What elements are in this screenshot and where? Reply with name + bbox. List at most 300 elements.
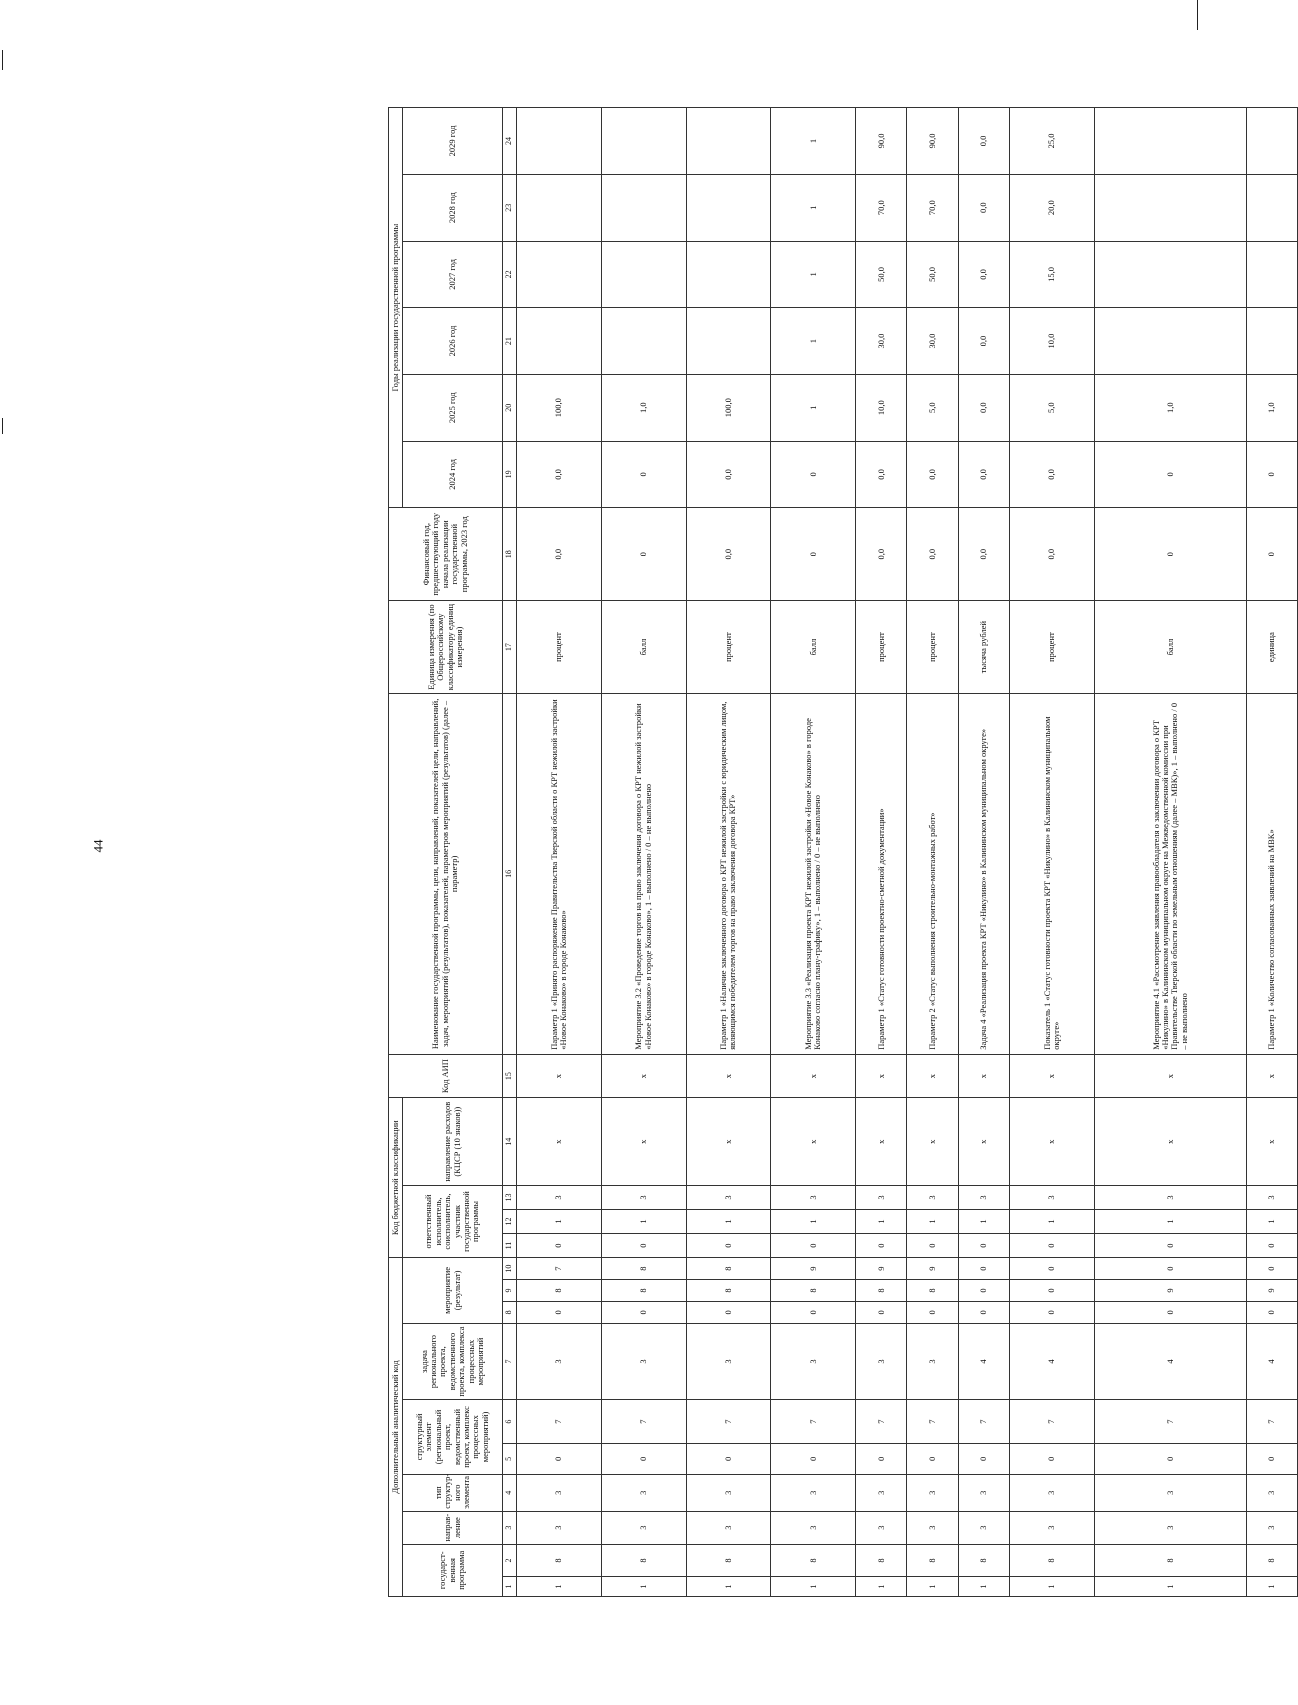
cell-c15: x bbox=[907, 1054, 958, 1098]
cell-2026 bbox=[601, 308, 686, 375]
cell-unit: балл bbox=[771, 601, 856, 694]
cell-2026: 0,0 bbox=[958, 308, 1009, 375]
cell-c13: 3 bbox=[1010, 1185, 1095, 1209]
cell-2027 bbox=[686, 241, 771, 308]
program-table bbox=[388, 107, 1298, 1597]
header-direction: направ-ление bbox=[403, 1511, 503, 1544]
cell-c11: 0 bbox=[771, 1234, 856, 1258]
cell-c10: 7 bbox=[517, 1258, 602, 1280]
cell-c15: x bbox=[1010, 1054, 1095, 1098]
cell-c12: 1 bbox=[601, 1209, 686, 1233]
cell-c9: 8 bbox=[601, 1280, 686, 1302]
colnum-14: 14 bbox=[503, 1098, 517, 1185]
cell-2024: 0 bbox=[1094, 441, 1246, 508]
table-row bbox=[856, 108, 907, 1597]
cell-c8: 0 bbox=[686, 1301, 771, 1323]
cell-c15: x bbox=[856, 1054, 907, 1098]
cell-c4: 3 bbox=[907, 1474, 958, 1511]
cell-2027: 0,0 bbox=[958, 241, 1009, 308]
cell-c14: x bbox=[1010, 1098, 1095, 1185]
cell-c14: x bbox=[856, 1098, 907, 1185]
cell-c1: 1 bbox=[907, 1577, 958, 1597]
cell-c9: 8 bbox=[686, 1280, 771, 1302]
cell-2024: 0 bbox=[601, 441, 686, 508]
cell-2024: 0 bbox=[771, 441, 856, 508]
cell-c6: 7 bbox=[907, 1400, 958, 1444]
header-unit: Единица измерения (по Общероссийскому классификатору единиц измерения) bbox=[389, 601, 503, 694]
cell-c10: 0 bbox=[1010, 1258, 1095, 1280]
cell-c15: x bbox=[958, 1054, 1009, 1098]
cell-c5: 0 bbox=[771, 1444, 856, 1475]
header-type: тип структур-ного элемента bbox=[403, 1474, 503, 1511]
cell-2027 bbox=[601, 241, 686, 308]
cell-2028: 70,0 bbox=[907, 174, 958, 241]
cell-c15: x bbox=[601, 1054, 686, 1098]
cell-2027 bbox=[1246, 241, 1297, 308]
cell-2029 bbox=[601, 108, 686, 175]
cell-name: Параметр 1 «Количество согласованных заявлений на МВК» bbox=[1246, 694, 1297, 1055]
cell-c13: 3 bbox=[517, 1185, 602, 1209]
cell-c2: 8 bbox=[907, 1544, 958, 1577]
cell-c15: x bbox=[517, 1054, 602, 1098]
cell-name: Параметр 1 «Принято распоряжение Правительства Тверской области о КРТ нежилой застройки «Новое Конаково» в городе Конаково» bbox=[517, 694, 602, 1055]
cell-c12: 1 bbox=[907, 1209, 958, 1233]
cell-base: 0,0 bbox=[517, 508, 602, 601]
cell-2028 bbox=[601, 174, 686, 241]
cell-c11: 0 bbox=[1246, 1234, 1297, 1258]
cell-c8: 0 bbox=[958, 1301, 1009, 1323]
cell-c14: x bbox=[771, 1098, 856, 1185]
cell-c3: 3 bbox=[958, 1511, 1009, 1544]
cell-c8: 0 bbox=[1246, 1301, 1297, 1323]
cell-c2: 8 bbox=[1246, 1544, 1297, 1577]
cell-2025: 1,0 bbox=[601, 374, 686, 441]
cell-2027: 15,0 bbox=[1010, 241, 1095, 308]
cell-c6: 7 bbox=[686, 1400, 771, 1444]
cell-name: Параметр 1 «Статус готовности проектно-сметной документации» bbox=[856, 694, 907, 1055]
colnum-20: 20 bbox=[503, 374, 517, 441]
cell-c9: 8 bbox=[771, 1280, 856, 1302]
cell-2024: 0 bbox=[1246, 441, 1297, 508]
cell-c10: 0 bbox=[958, 1258, 1009, 1280]
cell-c4: 3 bbox=[771, 1474, 856, 1511]
cell-c3: 3 bbox=[686, 1511, 771, 1544]
cell-2025: 1,0 bbox=[1246, 374, 1297, 441]
cell-name: Мероприятие 3.2 «Проведение торгов на право заключения договора о КРТ нежилой застройки «Новое Конаково» в городе Конаково», 1 – выполнено / 0 – не выполнено bbox=[601, 694, 686, 1055]
cell-2025: 1,0 bbox=[1094, 374, 1246, 441]
cell-2026 bbox=[1246, 308, 1297, 375]
cell-name: Задача 4 «Реализация проекта КРТ «Никулино» в Калининском муниципальном округе» bbox=[958, 694, 1009, 1055]
cell-c11: 0 bbox=[958, 1234, 1009, 1258]
cell-2025: 1 bbox=[771, 374, 856, 441]
cell-c14: x bbox=[601, 1098, 686, 1185]
cell-c2: 8 bbox=[856, 1544, 907, 1577]
scan-mark-right bbox=[1197, 0, 1198, 30]
colnum-12: 12 bbox=[503, 1209, 517, 1233]
cell-c15: x bbox=[686, 1054, 771, 1098]
colnum-15: 15 bbox=[503, 1054, 517, 1098]
colnum-11: 11 bbox=[503, 1234, 517, 1258]
cell-c14: x bbox=[686, 1098, 771, 1185]
cell-2024: 0,0 bbox=[907, 441, 958, 508]
cell-c1: 1 bbox=[1246, 1577, 1297, 1597]
cell-2029: 90,0 bbox=[907, 108, 958, 175]
table-row bbox=[1246, 108, 1297, 1597]
cell-c13: 3 bbox=[686, 1185, 771, 1209]
header-years-group: Годы реализации государственной программы bbox=[389, 108, 403, 508]
cell-c5: 0 bbox=[856, 1444, 907, 1475]
cell-c11: 0 bbox=[856, 1234, 907, 1258]
cell-2027: 50,0 bbox=[907, 241, 958, 308]
cell-c5: 0 bbox=[1246, 1444, 1297, 1475]
cell-c13: 3 bbox=[1246, 1185, 1297, 1209]
header-year-2027: 2027 год bbox=[403, 241, 503, 308]
cell-c11: 0 bbox=[601, 1234, 686, 1258]
cell-c13: 3 bbox=[907, 1185, 958, 1209]
cell-2027 bbox=[1094, 241, 1246, 308]
cell-c6: 7 bbox=[771, 1400, 856, 1444]
colnum-18: 18 bbox=[503, 508, 517, 601]
cell-2026 bbox=[1094, 308, 1246, 375]
cell-base: 0 bbox=[601, 508, 686, 601]
cell-c6: 7 bbox=[856, 1400, 907, 1444]
header-base-year: Финансовый год, предшествующий году начала реализации государственной программы, 2023 год bbox=[389, 508, 503, 601]
cell-c8: 0 bbox=[1094, 1301, 1246, 1323]
cell-c14: x bbox=[1246, 1098, 1297, 1185]
cell-2024: 0,0 bbox=[686, 441, 771, 508]
cell-c5: 0 bbox=[1010, 1444, 1095, 1475]
colnum-7: 7 bbox=[503, 1323, 517, 1400]
rotated-table-container bbox=[388, 107, 1298, 1597]
cell-c3: 3 bbox=[1010, 1511, 1095, 1544]
cell-c7: 3 bbox=[601, 1323, 686, 1400]
header-analytic-group: Дополнительный аналитический код bbox=[389, 1258, 403, 1597]
cell-c10: 0 bbox=[1246, 1258, 1297, 1280]
cell-c2: 8 bbox=[771, 1544, 856, 1577]
colnum-13: 13 bbox=[503, 1185, 517, 1209]
cell-c11: 0 bbox=[686, 1234, 771, 1258]
colnum-3: 3 bbox=[503, 1511, 517, 1544]
cell-c2: 8 bbox=[686, 1544, 771, 1577]
cell-c12: 1 bbox=[1010, 1209, 1095, 1233]
cell-base: 0,0 bbox=[907, 508, 958, 601]
cell-2025: 100,0 bbox=[517, 374, 602, 441]
colnum-10: 10 bbox=[503, 1258, 517, 1280]
header-event: мероприятие (результат) bbox=[403, 1258, 503, 1324]
cell-c5: 0 bbox=[907, 1444, 958, 1475]
cell-c11: 0 bbox=[907, 1234, 958, 1258]
cell-unit: тысяча рублей bbox=[958, 601, 1009, 694]
table-row bbox=[771, 108, 856, 1597]
cell-unit: балл bbox=[1094, 601, 1246, 694]
cell-2026: 10,0 bbox=[1010, 308, 1095, 375]
cell-c1: 1 bbox=[1094, 1577, 1246, 1597]
cell-c2: 8 bbox=[517, 1544, 602, 1577]
cell-c13: 3 bbox=[601, 1185, 686, 1209]
cell-c8: 0 bbox=[771, 1301, 856, 1323]
cell-unit: процент bbox=[1010, 601, 1095, 694]
cell-2026 bbox=[517, 308, 602, 375]
cell-2027: 50,0 bbox=[856, 241, 907, 308]
cell-c8: 0 bbox=[1010, 1301, 1095, 1323]
cell-2029 bbox=[517, 108, 602, 175]
cell-c5: 0 bbox=[958, 1444, 1009, 1475]
cell-c1: 1 bbox=[686, 1577, 771, 1597]
cell-c15: x bbox=[1094, 1054, 1246, 1098]
cell-c1: 1 bbox=[601, 1577, 686, 1597]
header-struct-element: структурный элемент (региональный проект, ведомственный проект, комплекс процессных мероприятий) bbox=[403, 1400, 503, 1474]
cell-c4: 3 bbox=[686, 1474, 771, 1511]
cell-name: Мероприятие 4.1 «Рассмотрение заявления правообладателя о заключении договора о КРТ «Никулино» в Калининском муниципальном округе на Межведомственной комиссии при Правительстве Тверской области по земельным отношениям (далее – МВК)», 1 – выполнено / 0 – не выполнено bbox=[1094, 694, 1246, 1055]
cell-c9: 9 bbox=[1094, 1280, 1246, 1302]
cell-name: Мероприятие 3.3 «Реализация проекта КРТ нежилой застройки «Новое Конаково» в городе Конаково согласно плану-графику», 1 – выполнено / 0 – не выполнено bbox=[771, 694, 856, 1055]
cell-c1: 1 bbox=[958, 1577, 1009, 1597]
cell-c12: 1 bbox=[856, 1209, 907, 1233]
cell-c10: 8 bbox=[686, 1258, 771, 1280]
cell-c4: 3 bbox=[1010, 1474, 1095, 1511]
table-row bbox=[1094, 108, 1246, 1597]
cell-2028 bbox=[517, 174, 602, 241]
header-year-2029: 2029 год bbox=[403, 108, 503, 175]
header-budget-group: Код бюджетной классификации bbox=[389, 1098, 403, 1258]
cell-c5: 0 bbox=[686, 1444, 771, 1475]
table-row bbox=[907, 108, 958, 1597]
cell-2028: 70,0 bbox=[856, 174, 907, 241]
cell-c10: 9 bbox=[856, 1258, 907, 1280]
cell-c4: 3 bbox=[1094, 1474, 1246, 1511]
cell-c3: 3 bbox=[517, 1511, 602, 1544]
colnum-22: 22 bbox=[503, 241, 517, 308]
cell-2029: 1 bbox=[771, 108, 856, 175]
header-aip: Код АИП bbox=[389, 1054, 503, 1098]
cell-c7: 4 bbox=[958, 1323, 1009, 1400]
cell-c12: 1 bbox=[1094, 1209, 1246, 1233]
cell-c13: 3 bbox=[958, 1185, 1009, 1209]
colnum-4: 4 bbox=[503, 1474, 517, 1511]
cell-unit: единица bbox=[1246, 601, 1297, 694]
cell-c3: 3 bbox=[1094, 1511, 1246, 1544]
cell-c2: 8 bbox=[1094, 1544, 1246, 1577]
colnum-24: 24 bbox=[503, 108, 517, 175]
header-program: государст-венная программа bbox=[403, 1544, 503, 1596]
cell-c6: 7 bbox=[601, 1400, 686, 1444]
cell-c11: 0 bbox=[517, 1234, 602, 1258]
cell-c9: 8 bbox=[856, 1280, 907, 1302]
cell-c9: 8 bbox=[907, 1280, 958, 1302]
cell-c6: 7 bbox=[1094, 1400, 1246, 1444]
cell-c10: 9 bbox=[907, 1258, 958, 1280]
cell-c1: 1 bbox=[771, 1577, 856, 1597]
cell-c4: 3 bbox=[601, 1474, 686, 1511]
page-number: 44 bbox=[90, 839, 106, 853]
cell-2029: 25,0 bbox=[1010, 108, 1095, 175]
cell-2025: 5,0 bbox=[907, 374, 958, 441]
cell-c7: 4 bbox=[1010, 1323, 1095, 1400]
cell-c10: 9 bbox=[771, 1258, 856, 1280]
cell-c8: 0 bbox=[856, 1301, 907, 1323]
cell-unit: процент bbox=[856, 601, 907, 694]
cell-base: 0 bbox=[1094, 508, 1246, 601]
cell-base: 0,0 bbox=[1010, 508, 1095, 601]
colnum-19: 19 bbox=[503, 441, 517, 508]
cell-2024: 0,0 bbox=[517, 441, 602, 508]
header-year-2026: 2026 год bbox=[403, 308, 503, 375]
cell-2028: 1 bbox=[771, 174, 856, 241]
cell-c9: 9 bbox=[1246, 1280, 1297, 1302]
cell-c9: 8 bbox=[517, 1280, 602, 1302]
colnum-23: 23 bbox=[503, 174, 517, 241]
cell-2029: 90,0 bbox=[856, 108, 907, 175]
cell-c7: 3 bbox=[907, 1323, 958, 1400]
cell-base: 0 bbox=[771, 508, 856, 601]
cell-c14: x bbox=[907, 1098, 958, 1185]
cell-2026 bbox=[686, 308, 771, 375]
header-year-2028: 2028 год bbox=[403, 174, 503, 241]
cell-c7: 4 bbox=[1094, 1323, 1246, 1400]
cell-c12: 1 bbox=[686, 1209, 771, 1233]
colnum-1: 1 bbox=[503, 1577, 517, 1597]
cell-2027: 1 bbox=[771, 241, 856, 308]
cell-base: 0 bbox=[1246, 508, 1297, 601]
header-executor: ответственный исполнитель, соисполнитель, участник государственной программы bbox=[403, 1185, 503, 1257]
cell-c4: 3 bbox=[517, 1474, 602, 1511]
cell-c7: 4 bbox=[1246, 1323, 1297, 1400]
cell-c6: 7 bbox=[958, 1400, 1009, 1444]
header-kcsr: направление расходов (КЦСР (10 знаков)) bbox=[403, 1098, 503, 1185]
cell-2029 bbox=[1246, 108, 1297, 175]
colnum-8: 8 bbox=[503, 1301, 517, 1323]
cell-c6: 7 bbox=[517, 1400, 602, 1444]
cell-c4: 3 bbox=[1246, 1474, 1297, 1511]
cell-c11: 0 bbox=[1010, 1234, 1095, 1258]
cell-2027 bbox=[517, 241, 602, 308]
cell-2028: 0,0 bbox=[958, 174, 1009, 241]
cell-2028: 20,0 bbox=[1010, 174, 1095, 241]
cell-2029: 0,0 bbox=[958, 108, 1009, 175]
cell-c10: 0 bbox=[1094, 1258, 1246, 1280]
cell-c8: 0 bbox=[517, 1301, 602, 1323]
cell-c8: 0 bbox=[907, 1301, 958, 1323]
cell-c12: 1 bbox=[771, 1209, 856, 1233]
cell-c2: 8 bbox=[958, 1544, 1009, 1577]
cell-c9: 0 bbox=[1010, 1280, 1095, 1302]
cell-c4: 3 bbox=[958, 1474, 1009, 1511]
cell-2025: 0,0 bbox=[958, 374, 1009, 441]
colnum-6: 6 bbox=[503, 1400, 517, 1444]
header-task: задача регионального проекта, ведомственного проекта, комплекса процессных мероприятий bbox=[403, 1323, 503, 1400]
colnum-21: 21 bbox=[503, 308, 517, 375]
cell-c10: 8 bbox=[601, 1258, 686, 1280]
cell-unit: процент bbox=[907, 601, 958, 694]
cell-c15: x bbox=[1246, 1054, 1297, 1098]
cell-name: Параметр 1 «Наличие заключенного договора о КРТ нежилой застройки с юридическим лицом, являющимся победителем торгов на право заключения договора КРТ» bbox=[686, 694, 771, 1055]
cell-c7: 3 bbox=[771, 1323, 856, 1400]
cell-c3: 3 bbox=[1246, 1511, 1297, 1544]
cell-name: Показатель 1 «Статус готовности проекта КРТ «Никулино» в Калининском муниципальном округе» bbox=[1010, 694, 1095, 1055]
cell-2025: 5,0 bbox=[1010, 374, 1095, 441]
cell-c12: 1 bbox=[1246, 1209, 1297, 1233]
cell-c14: x bbox=[958, 1098, 1009, 1185]
cell-2024: 0,0 bbox=[958, 441, 1009, 508]
colnum-16: 16 bbox=[503, 694, 517, 1055]
cell-c1: 1 bbox=[1010, 1577, 1095, 1597]
cell-c13: 3 bbox=[771, 1185, 856, 1209]
scan-mark-left-2 bbox=[2, 418, 3, 434]
cell-c5: 0 bbox=[1094, 1444, 1246, 1475]
cell-c13: 3 bbox=[1094, 1185, 1246, 1209]
cell-c14: x bbox=[517, 1098, 602, 1185]
cell-2025: 100,0 bbox=[686, 374, 771, 441]
cell-base: 0,0 bbox=[686, 508, 771, 601]
colnum-2: 2 bbox=[503, 1544, 517, 1577]
cell-c9: 0 bbox=[958, 1280, 1009, 1302]
cell-c11: 0 bbox=[1094, 1234, 1246, 1258]
cell-unit: процент bbox=[517, 601, 602, 694]
cell-c2: 8 bbox=[601, 1544, 686, 1577]
cell-c4: 3 bbox=[856, 1474, 907, 1511]
cell-2025: 10,0 bbox=[856, 374, 907, 441]
cell-c3: 3 bbox=[856, 1511, 907, 1544]
cell-2026: 30,0 bbox=[856, 308, 907, 375]
colnum-17: 17 bbox=[503, 601, 517, 694]
table-row bbox=[958, 108, 1009, 1597]
cell-c6: 7 bbox=[1246, 1400, 1297, 1444]
cell-2029 bbox=[686, 108, 771, 175]
cell-c5: 0 bbox=[601, 1444, 686, 1475]
table-row bbox=[686, 108, 771, 1597]
cell-2024: 0,0 bbox=[1010, 441, 1095, 508]
cell-name: Параметр 2 «Статус выполнения строительно-монтажных работ» bbox=[907, 694, 958, 1055]
cell-c14: x bbox=[1094, 1098, 1246, 1185]
colnum-9: 9 bbox=[503, 1280, 517, 1302]
cell-c3: 3 bbox=[601, 1511, 686, 1544]
cell-c5: 0 bbox=[517, 1444, 602, 1475]
scan-mark-left bbox=[2, 50, 3, 70]
cell-2028 bbox=[1246, 174, 1297, 241]
header-year-2024: 2024 год bbox=[403, 441, 503, 508]
cell-c7: 3 bbox=[686, 1323, 771, 1400]
cell-c1: 1 bbox=[517, 1577, 602, 1597]
cell-2028 bbox=[686, 174, 771, 241]
cell-2029 bbox=[1094, 108, 1246, 175]
cell-2024: 0,0 bbox=[856, 441, 907, 508]
cell-c8: 0 bbox=[601, 1301, 686, 1323]
cell-2026: 1 bbox=[771, 308, 856, 375]
table-row bbox=[1010, 108, 1095, 1597]
cell-c12: 1 bbox=[958, 1209, 1009, 1233]
table-row bbox=[517, 108, 602, 1597]
column-number-row bbox=[503, 108, 517, 1597]
cell-base: 0,0 bbox=[856, 508, 907, 601]
cell-unit: процент bbox=[686, 601, 771, 694]
cell-c6: 7 bbox=[1010, 1400, 1095, 1444]
cell-c2: 8 bbox=[1010, 1544, 1095, 1577]
cell-c1: 1 bbox=[856, 1577, 907, 1597]
cell-2026: 30,0 bbox=[907, 308, 958, 375]
cell-c13: 3 bbox=[856, 1185, 907, 1209]
header-year-2025: 2025 год bbox=[403, 374, 503, 441]
table-row bbox=[601, 108, 686, 1597]
colnum-5: 5 bbox=[503, 1444, 517, 1475]
cell-c15: x bbox=[771, 1054, 856, 1098]
cell-2028 bbox=[1094, 174, 1246, 241]
cell-c3: 3 bbox=[907, 1511, 958, 1544]
header-name: Наименование государственной программы, цели, направлений, показателей цели, направлений, задач, мероприятий (результатов), показателей, параметров мероприятий (результатов) (далее – параметр) bbox=[389, 694, 503, 1055]
cell-c12: 1 bbox=[517, 1209, 602, 1233]
cell-base: 0,0 bbox=[958, 508, 1009, 601]
cell-c3: 3 bbox=[771, 1511, 856, 1544]
cell-unit: балл bbox=[601, 601, 686, 694]
